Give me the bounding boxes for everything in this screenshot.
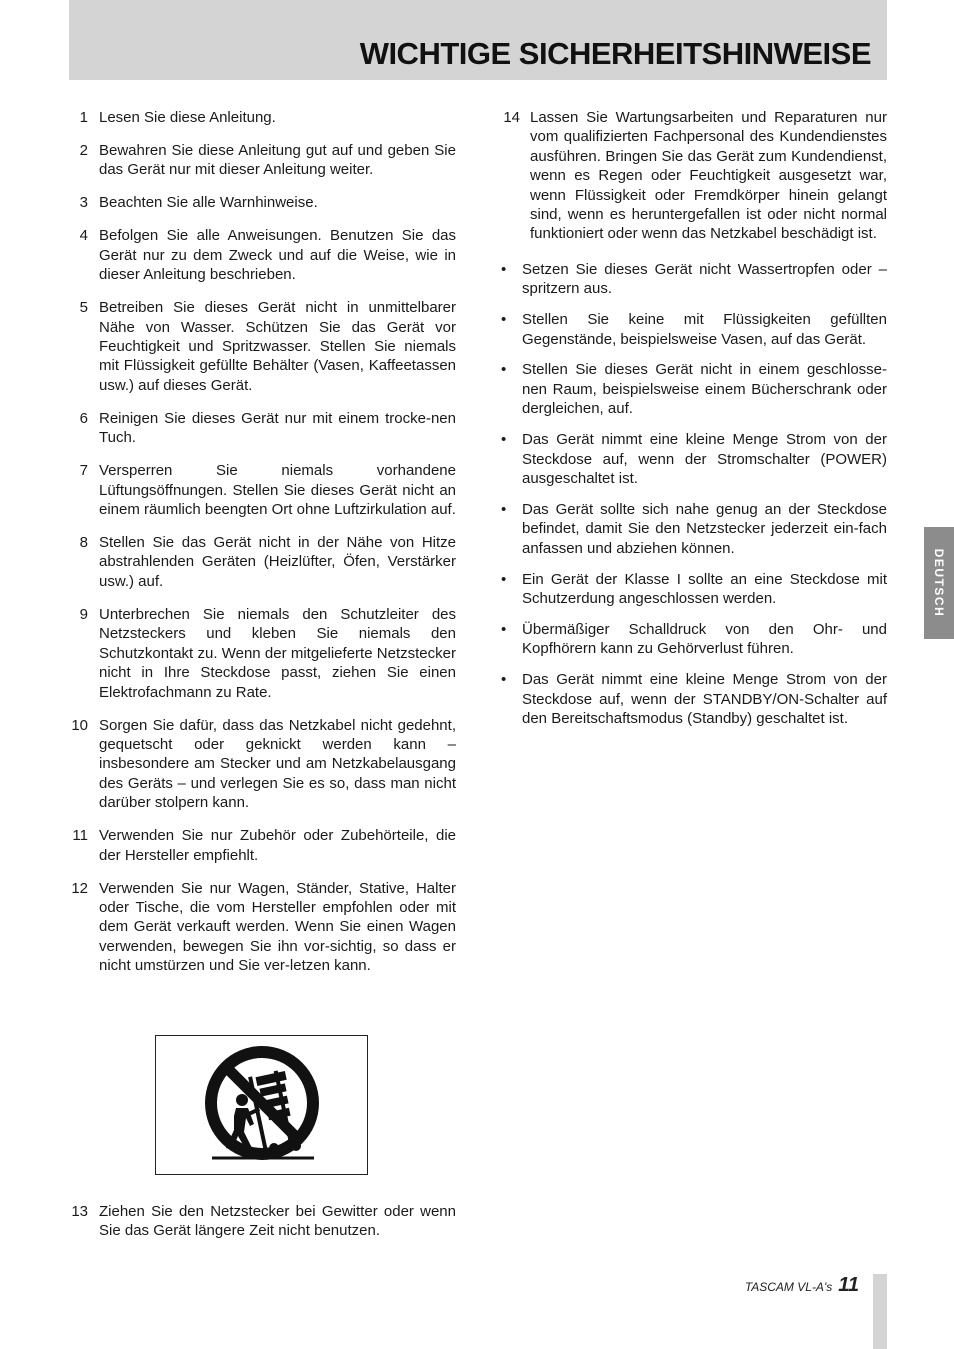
list-item: 11 Verwenden Sie nur Zubehör oder Zubehörteile, die der Hersteller empfiehlt. xyxy=(72,827,456,864)
footer-bar xyxy=(873,1274,887,1349)
page-footer xyxy=(745,1274,859,1297)
list-item: 9 Unterbrechen Sie niemals den Schutzleiter des Netzsteckers und kleben Sie niemals den Schutzkontakt zu. Wenn der mitgelieferte Netzstecker nicht in Ihre Steckdose passt, ziehen Sie einen Elektrofachmann zu Rate. xyxy=(79,605,456,701)
language-tab-label: DEUTSCH xyxy=(932,548,946,618)
bullet-item: • Ein Gerät der Klasse I sollte an eine Steckdose mit Schutzerdung angeschlossen werden. xyxy=(501,570,887,608)
bullet-item: • Übermäßiger Schalldruck von den Ohr- und Kopfhörern kann zu Gehörverlust führen. xyxy=(501,620,887,658)
bullet-item: • Setzen Sie dieses Gerät nicht Wassertropfen oder –spritzern aus. xyxy=(501,260,887,298)
cart-warning-figure xyxy=(155,1035,368,1175)
list-item: 5 Betreiben Sie dieses Gerät nicht in unmittelbarer Nähe von Wasser. Schützen Sie das Gerät vor Feuchtigkeit und Spritzwasser. Stellen Sie niemals mit Flüssigkeit gefüllte Behälter (Vasen, Kaffeetassen usw.) auf dieses Gerät. xyxy=(79,299,456,394)
list-item: 12 Verwenden Sie nur Wagen, Ständer, Stative, Halter oder Tische, die vom Hersteller empfohlen oder mit dem Gerät verkauft werden. Wenn Sie einen Wagen verwenden, bewegen Sie ihn vor-sichtig, so dass er nicht umstürzen und Sie ver-letzen kann. xyxy=(71,879,456,975)
bullet-item: • Das Gerät nimmt eine kleine Menge Strom von der Steckdose auf, wenn der Stromschalter (POWER) ausgeschaltet ist. xyxy=(501,431,887,487)
list-item: 4 Befolgen Sie alle Anweisungen. Benutzen Sie das Gerät nur zu dem Zweck und auf die Weise, wie in dieser Anleitung beschrieben. xyxy=(79,227,456,284)
bullet-item: • Das Gerät sollte sich nahe genug an der Steckdose befindet, damit Sie den Netzstecker jederzeit ein-fach anfassen und abziehen können. xyxy=(501,500,887,557)
list-item: 6 Reinigen Sie dieses Gerät nur mit einem trocke-nen Tuch. xyxy=(79,409,456,447)
language-tab xyxy=(924,527,954,639)
list-item: 3 Beachten Sie alle Warnhinweise. xyxy=(79,194,318,212)
list-item: 10 Sorgen Sie dafür, dass das Netzkabel nicht gedehnt, gequetscht oder geknickt werden kann – insbesondere am Stecker und am Netzkabelausgang des Geräts – und verlegen Sie es so, dass man nicht darüber stolpern kann. xyxy=(71,716,456,812)
list-item: 2 Bewahren Sie diese Anleitung gut auf und geben Sie das Gerät nur mit dieser Anleitung weiter. xyxy=(79,142,456,179)
cart-tip-over-warning-icon xyxy=(156,1036,367,1174)
bullet-item: • Stellen Sie dieses Gerät nicht in einem geschlosse-nen Raum, beispielsweise einem Bücherschrank oder dergleichen, auf. xyxy=(501,361,887,418)
bullet-item: • Stellen Sie keine mit Flüssigkeiten gefüllten Gegenstände, beispielsweise Vasen, auf das Gerät. xyxy=(501,311,887,348)
footer-product: TASCAM VL-A's xyxy=(744,1280,833,1294)
list-item: 8 Stellen Sie das Gerät nicht in der Nähe von Hitze abstrahlenden Geräten (Heizlüfter, Öfen, Verstärker usw.) auf. xyxy=(79,534,456,590)
page-header xyxy=(69,0,887,80)
bullet-item: • Das Gerät nimmt eine kleine Menge Strom von der Steckdose auf, wenn der STANDBY/ON-Schalter auf den Bereitschaftsmodus (Standby) geschaltet ist. xyxy=(501,671,887,728)
list-item-13: 13 Ziehen Sie den Netzstecker bei Gewitter oder wenn Sie das Gerät längere Zeit nicht benutzen. xyxy=(71,1203,456,1240)
page-number: 11 xyxy=(838,1274,859,1296)
list-item: 1 Lesen Sie diese Anleitung. xyxy=(79,109,276,126)
list-item: 7 Versperren Sie niemals vorhandene Lüftungsöffnungen. Stellen Sie dieses Gerät nicht an einem räumlich beengten Ort ohne Luftzirkulation auf. xyxy=(79,462,456,519)
list-item-14: 14 Lassen Sie Wartungsarbeiten und Reparaturen nur vom qualifizierten Fachpersonal des Kundendienstes ausführen. Bringen Sie das Gerät zum Kundendienst, wenn es Regen oder Feuchtigkeit ausgesetzt war, wenn Flüssigkeit oder Fremdkörper hinein gelangt sind, wenn es heruntergefallen ist oder nicht normal funktioniert oder wenn das Netzkabel beschädigt ist. xyxy=(503,109,887,243)
right-column xyxy=(497,108,887,740)
page-title: WICHTIGE SICHERHEITSHINWEISE xyxy=(359,36,871,71)
left-column xyxy=(66,108,456,989)
